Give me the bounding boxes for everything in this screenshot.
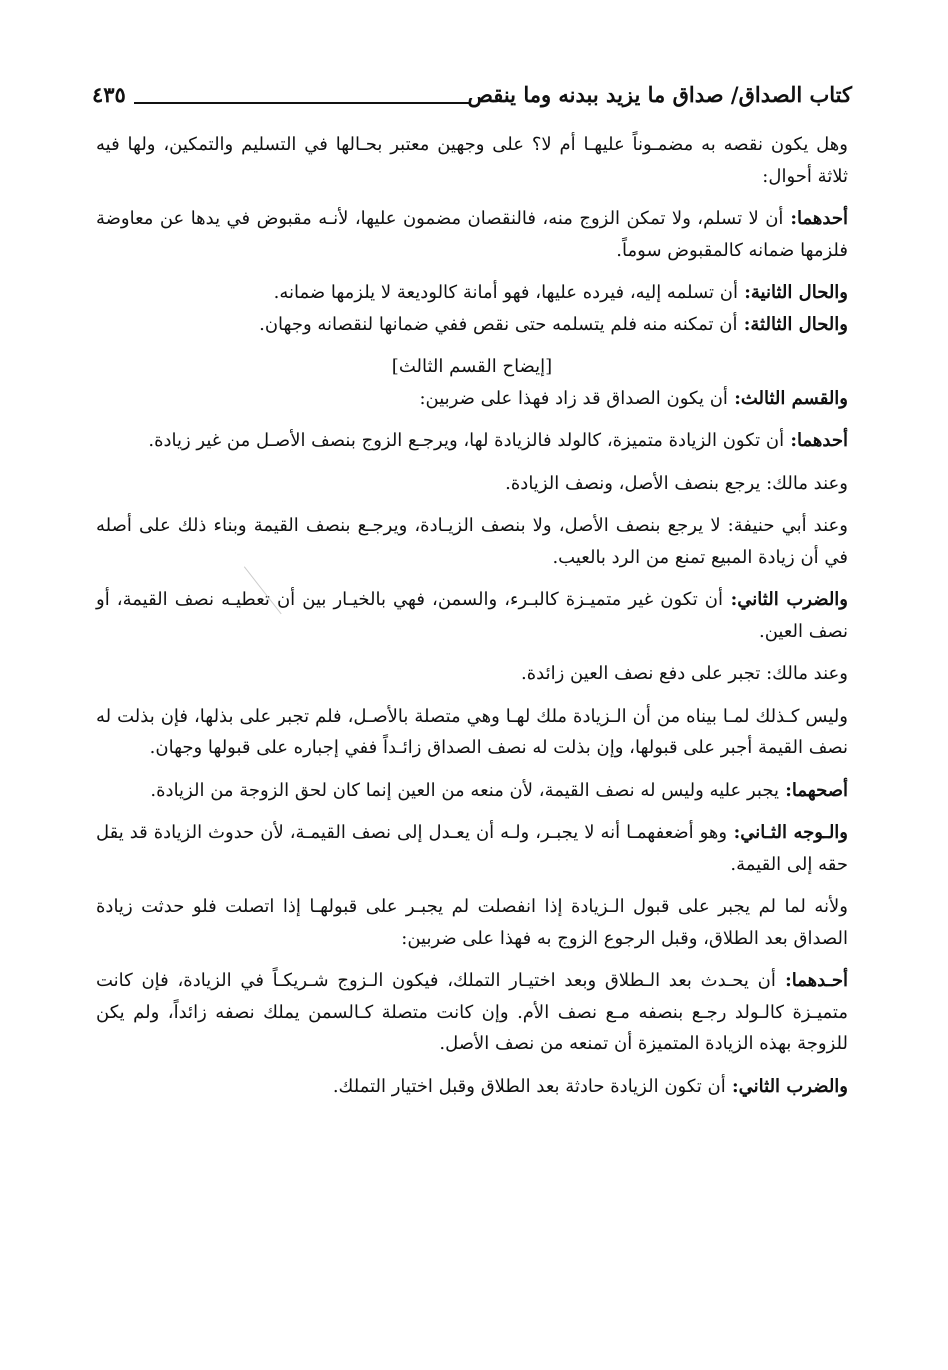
paragraph-text: ولأنه لما لم يجبر على قبول الـزيادة إذا انفصلت لم يجبـر على قبولهـا إذا اتصلت فلو حدثت زيادة الصداق بعد الطلاق، وقبل الرجوع الزوج به فهذا على ضربين: xyxy=(96,896,848,949)
paragraph xyxy=(96,277,848,309)
section-heading-text: [إيضاح القسم الثالث] xyxy=(391,356,553,377)
paragraph-text: أن تكون الزيادة متميزة، كالولد فالزيادة لها، ويرجـع الزوج بنصف الأصـل من غير زيادة. xyxy=(148,430,785,451)
paragraph xyxy=(96,203,848,266)
paragraph xyxy=(96,468,848,500)
section-heading xyxy=(96,351,848,383)
paragraph xyxy=(96,510,848,573)
paragraph-term: والضرب الثاني: xyxy=(723,589,848,610)
paragraph xyxy=(96,775,848,807)
paragraph-text: أن يكون الصداق قد زاد فهذا على ضربين: xyxy=(419,387,728,409)
page-header xyxy=(92,78,852,118)
paragraph xyxy=(96,309,848,341)
paragraph xyxy=(96,817,848,880)
paragraph xyxy=(96,425,848,457)
paragraph-text: أن تمكنه منه فلم يتسلمه حتى نقص ففي ضمانها لنقصانه وجهان. xyxy=(259,313,738,335)
paragraph xyxy=(96,584,848,647)
paragraph-term: والـوجه الثـاني: xyxy=(727,822,848,843)
paragraph-term: أصحهما: xyxy=(778,779,848,801)
running-title: كتاب الصداق/ صداق ما يزيد ببدنه وما ينقص xyxy=(467,82,852,107)
paragraph-text: وهو أضعفهمـا أنه لا يجبـر، ولـه أن يعـدل إلى نصف القيمـة، لأن حدوث الزيادة قد يقل حقه إلى القيمة. xyxy=(96,822,848,875)
header-rule xyxy=(134,102,469,104)
paragraph-text: أن تكون الزيادة حادثة بعد الطلاق وقبل اختيار التملك. xyxy=(332,1075,726,1097)
paragraph xyxy=(96,129,848,192)
paragraph xyxy=(96,383,848,415)
paragraph-text: أن يحـدث بعد الـطلاق وبعد اختيـار التملك، فيكون الـزوج شـريكـاً في الزيادة، فإن كانت متميـزة كالـولد رجـع بنصفه مـع نصف الأم. وإن كانت متصلة كـالسمن يملك نصفه زائداً، ولم يكن للزوجة بهذه الزيادة المتميزة أن تمنعه من نصف الأصل. xyxy=(96,970,848,1054)
paragraph-term: والقسم الثالث: xyxy=(727,387,848,409)
paragraph-text: وهل يكون نقصه به مضمـوناً عليهـا أم لا؟ على وجهين معتبر بحـالها في التسليم والتمكين، ولها فيه ثلاثة أحوال: xyxy=(96,134,848,187)
paragraph-text: أن لا تسلم، ولا تمكن الزوج منه، فالنقصان مضمون عليها، لأنـه مقبوض في يدها عن معاوضة فلزمها ضمانه كالمقبوض سوماً. xyxy=(96,208,848,261)
paragraph-term: أحـدهما: xyxy=(775,970,848,991)
paragraph xyxy=(96,965,848,1060)
paragraph-term: والحال الثالثة: xyxy=(737,313,848,335)
paragraph-text: يجبر عليه وليس له نصف القيمة، لأن منعه من العين إنما كان لحق الزوجة من الزيادة. xyxy=(150,779,779,801)
paragraph xyxy=(96,658,848,690)
paragraph-text: وعند مالك: تجبر على دفع نصف العين زائدة. xyxy=(521,663,848,684)
paragraph-term: أحدهما: xyxy=(783,208,848,229)
paragraph-text: أن تسلمه إليه، فيرده عليها، فهو أمانة كالوديعة لا يلزمها ضمانه. xyxy=(273,282,738,303)
paragraph-term: والضرب الثاني: xyxy=(725,1075,848,1097)
paragraph-term: أحدهما: xyxy=(784,430,848,451)
paragraph xyxy=(96,891,848,954)
paragraph xyxy=(96,1071,848,1103)
paragraph-term: والحال الثانية: xyxy=(737,282,848,303)
paragraph xyxy=(96,701,848,764)
paragraph-text: وعند مالك: يرجع بنصف الأصل، ونصف الزيادة. xyxy=(505,472,848,494)
paragraph-text: أن تكون غير متميـزة كالبـرء، والسمن، فهي بالخيـار بين أن تعطيـه نصف القيمة، أو نصف العين. xyxy=(96,589,848,642)
paragraph-text: وعند أبي حنيفة: لا يرجع بنصف الأصل، ولا بنصف الزيـادة، ويرجـع بنصف القيمة وبناء ذلك على أصله في أن زيادة المبيع تمنع من الرد بالعيب. xyxy=(96,515,848,568)
page-number: ٤٣٥ xyxy=(92,82,126,107)
paragraph-text: وليس كـذلك لمـا بيناه من أن الـزيادة ملك لهـا وهي متصلة بالأصـل، فلم تجبر على بذلها، فإن بذلت له نصف القيمة أجبر على قبولها، وإن بذلت له نصف الصداق زائـداً ففي إجباره على قبولها وجهان. xyxy=(96,705,848,758)
page-body xyxy=(96,129,848,1113)
